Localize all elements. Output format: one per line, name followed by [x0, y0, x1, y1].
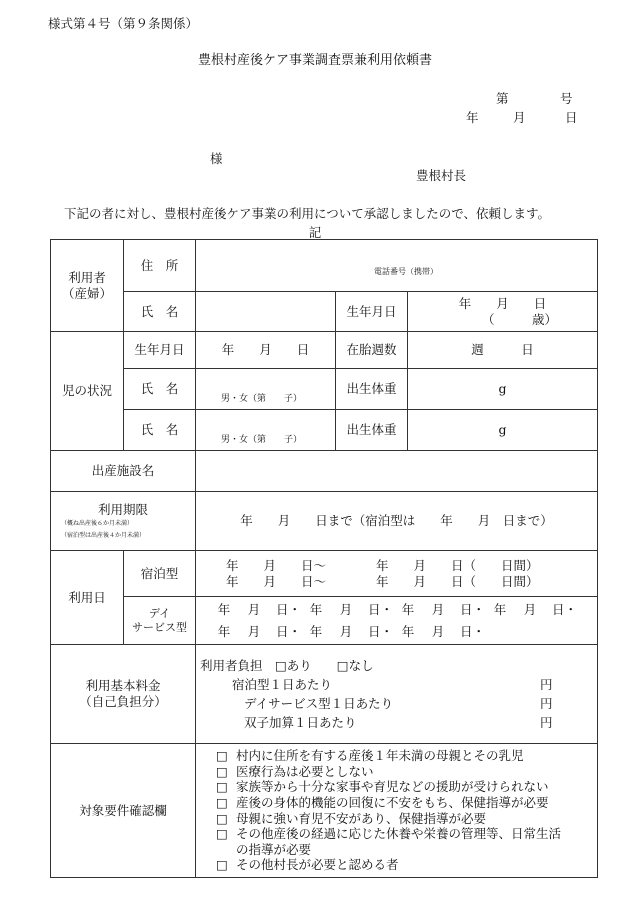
child2-name-field[interactable] — [196, 410, 336, 451]
gestation-field[interactable]: 週 日 — [408, 332, 598, 369]
fee-item-unit: 円 — [540, 715, 553, 730]
day-dates-field[interactable] — [196, 597, 598, 645]
stay-type-label: 宿泊型 — [124, 551, 196, 597]
user-section-label — [51, 240, 124, 332]
day-date-unit: 月 — [523, 601, 537, 617]
child-dob-field[interactable]: 年 月 日 — [196, 332, 336, 369]
child1-name-label: 氏 名 — [124, 369, 196, 410]
child1-weight-field[interactable]: g — [408, 369, 598, 410]
checkbox-icon[interactable]: □ — [216, 794, 228, 810]
day-date-unit: 年 — [493, 601, 507, 617]
user-label-line2: （産婦） — [61, 285, 112, 301]
eligibility-item-text: 産後の身体的機能の回復に不安をもち、保健指導が必要 — [236, 794, 549, 810]
period-note-1: （概ね出産後６か月未満） — [61, 519, 134, 527]
eligibility-item-text: その他村長が必要と認める者 — [236, 857, 399, 873]
child2-name-label: 氏 名 — [124, 410, 196, 451]
fee-burden-line: 利用者負担 □あり □なし — [200, 658, 374, 673]
form-table — [50, 239, 598, 878]
eligibility-checklist — [196, 744, 598, 878]
day-date-unit: 年 — [217, 623, 231, 639]
day-date-unit: 日・ — [276, 623, 302, 639]
child2-weight-label: 出生体重 — [336, 410, 408, 451]
eligibility-item-text: 家族等から十分な家事や育児などの援助が受けられない — [236, 779, 549, 795]
eligibility-item[interactable] — [216, 811, 597, 827]
child1-name-field[interactable] — [196, 369, 336, 410]
use-dates-label: 利用日 — [51, 551, 124, 645]
child1-weight-label: 出生体重 — [336, 369, 408, 410]
day-date-unit: 月 — [339, 601, 353, 617]
ki-heading: 記 — [308, 225, 322, 240]
fee-field[interactable] — [196, 645, 598, 744]
stay-line-2: 年 月 日〜 年 月 日（ 日間） — [226, 573, 539, 589]
period-note-2: （宿泊型は出産後４か月未満） — [61, 532, 146, 540]
period-label: 利用期限 — [97, 502, 148, 518]
child1-sex: 男・女（第 子） — [221, 394, 303, 404]
child-section-label: 児の状況 — [51, 332, 124, 451]
phone-label: 電話番号（携帯） — [374, 267, 438, 276]
day-date-unit: 月 — [431, 623, 445, 639]
period-field[interactable]: 年 月 日まで（宿泊型は 年 月 日まで） — [196, 492, 598, 551]
eligibility-item[interactable] — [216, 764, 597, 780]
fee-item — [200, 713, 597, 732]
eligibility-item[interactable] — [216, 826, 597, 842]
eligibility-item-text: 医療行為は必要としない — [236, 763, 374, 779]
day-date-unit: 年 — [217, 601, 231, 617]
facility-field[interactable] — [196, 451, 598, 492]
day-date-unit: 年 — [309, 601, 323, 617]
page-title: 豊根村産後ケア事業調査票兼利用依頼書 — [197, 53, 432, 68]
child-dob-label: 生年月日 — [124, 332, 196, 369]
day-date-unit: 年 — [401, 623, 415, 639]
eligibility-label: 対象要件確認欄 — [51, 744, 196, 878]
request-text: 下記の者に対し、豊根村産後ケア事業の利用について承認しましたので、依頼します。 — [64, 206, 551, 221]
day-type-label — [124, 597, 196, 645]
child2-weight-field[interactable]: g — [408, 410, 598, 451]
eligibility-item[interactable] — [216, 857, 597, 873]
day-date-unit: 日・ — [368, 601, 394, 617]
fee-label-line2: （自己負担分） — [79, 694, 167, 709]
address-label: 住 所 — [124, 240, 196, 292]
document-number-prefix: 第 — [496, 91, 509, 106]
issuer-name: 豊根村長 — [416, 168, 467, 183]
child2-sex: 男・女（第 子） — [221, 435, 303, 445]
day-date-unit: 日・ — [460, 601, 486, 617]
period-label-cell — [51, 492, 196, 551]
eligibility-item-text: 村内に住所を有する産後１年未満の母親とその乳児 — [236, 748, 524, 763]
date-month-label: 月 — [513, 110, 526, 125]
document-number-suffix: 号 — [560, 91, 573, 106]
checkbox-icon[interactable]: □ — [216, 763, 228, 779]
user-dob-label: 生年月日 — [336, 292, 408, 332]
day-date-unit: 月 — [247, 623, 261, 639]
day-date-unit: 日・ — [460, 623, 486, 639]
day-line-2 — [196, 621, 597, 643]
date-day-label: 日 — [565, 110, 578, 125]
address-field[interactable] — [196, 240, 598, 292]
user-dob-date: 年 月 日 — [458, 295, 547, 311]
checkbox-icon[interactable]: □ — [216, 810, 228, 826]
eligibility-item[interactable] — [216, 748, 597, 764]
day-date-unit: 日・ — [276, 601, 302, 617]
day-date-unit: 月 — [247, 601, 261, 617]
addressee-honorific: 様 — [210, 151, 223, 166]
fee-item-label: 宿泊型１日あたり — [232, 677, 333, 692]
stay-dates-field[interactable] — [196, 551, 598, 597]
day-type-label-line1: デイ — [148, 606, 171, 620]
day-date-unit: 年 — [401, 601, 415, 617]
fee-item-label: 双子加算１日あたり — [244, 715, 357, 730]
user-name-label: 氏 名 — [124, 292, 196, 332]
user-name-field[interactable] — [196, 292, 336, 332]
gestation-label: 在胎週数 — [336, 332, 408, 369]
day-type-label-line2: サービス型 — [132, 620, 187, 634]
fee-label — [51, 645, 196, 744]
date-year-label: 年 — [466, 110, 479, 125]
day-date-unit: 月 — [431, 601, 445, 617]
user-label-line1: 利用者 — [68, 269, 106, 285]
eligibility-item[interactable] — [216, 779, 597, 795]
fee-item-unit: 円 — [540, 696, 553, 711]
form-number: 様式第４号（第９条関係） — [48, 16, 199, 31]
checkbox-icon[interactable]: □ — [216, 779, 228, 795]
day-line-1 — [196, 599, 597, 621]
checkbox-icon[interactable]: □ — [216, 826, 228, 842]
fee-item — [200, 675, 597, 694]
day-date-unit: 日・ — [552, 601, 578, 617]
facility-label: 出産施設名 — [51, 451, 196, 492]
eligibility-item[interactable] — [216, 795, 597, 811]
user-dob-field[interactable] — [408, 292, 598, 332]
eligibility-item-text: その他産後の経過に応じた休養や栄養の管理等、日常生活 — [236, 826, 562, 842]
eligibility-item-text: 母親に強い育児不安があり、保健指導が必要 — [236, 810, 487, 826]
eligibility-item-continuation: の指導が必要 — [236, 841, 312, 857]
user-age: （ 歳） — [482, 311, 558, 327]
stay-line-1: 年 月 日〜 年 月 日（ 日間） — [226, 557, 539, 573]
checkbox-icon[interactable]: □ — [216, 857, 228, 873]
day-date-unit: 日・ — [368, 623, 394, 639]
fee-item — [200, 694, 597, 713]
day-date-unit: 年 — [309, 623, 323, 639]
day-date-unit: 月 — [339, 623, 353, 639]
fee-label-line1: 利用基本料金 — [85, 678, 161, 694]
checkbox-icon[interactable]: □ — [216, 748, 228, 763]
fee-item-unit: 円 — [540, 677, 553, 692]
fee-item-label: デイサービス型１日あたり — [244, 696, 394, 711]
